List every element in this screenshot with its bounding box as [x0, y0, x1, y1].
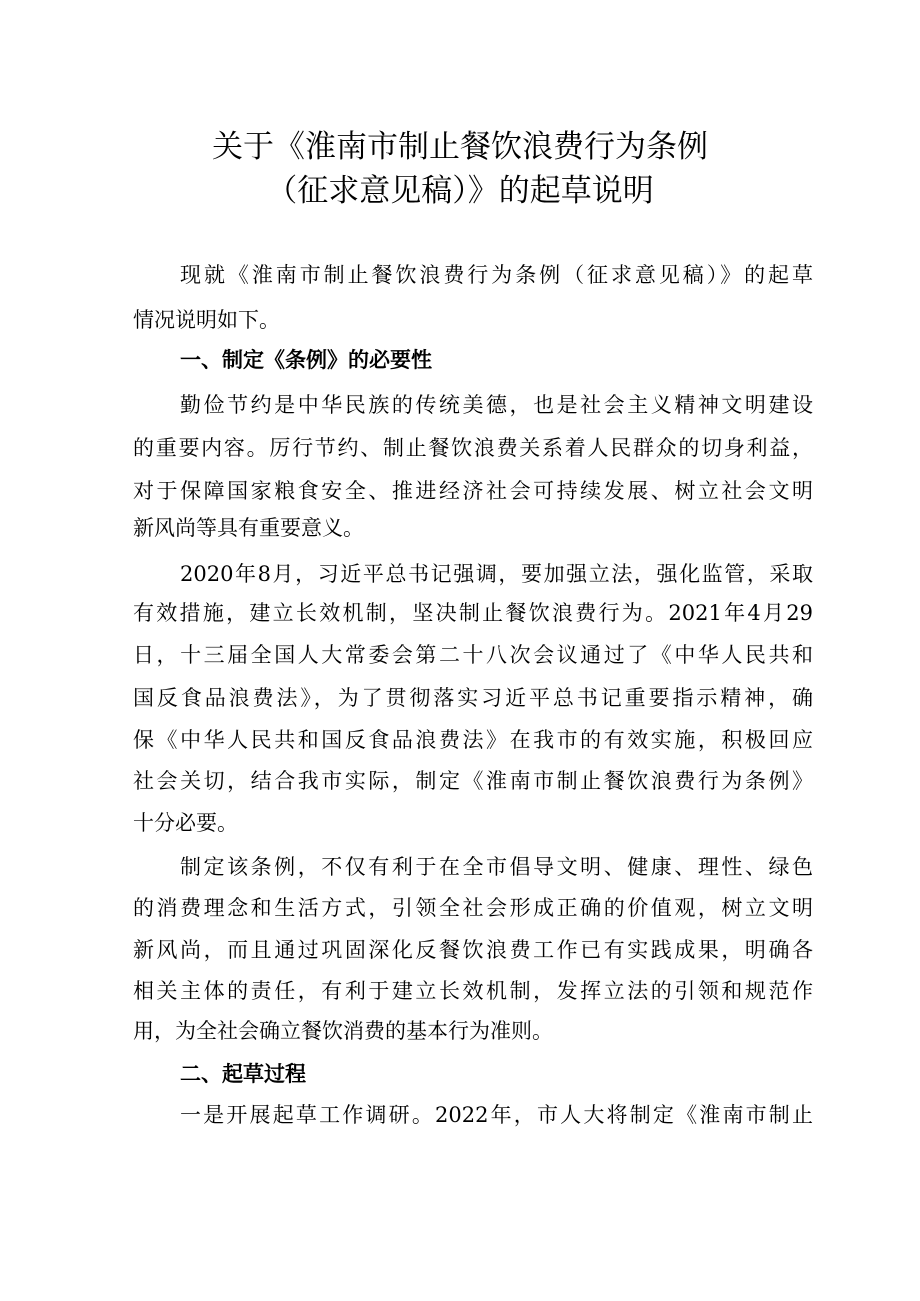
paragraph-line: 社会关切，结合我市实际，制定《淮南市制止餐饮浪费行为条例》 [133, 769, 813, 793]
paragraph-line: 一是开展起草工作调研。2022年，市人大将制定《淮南市制止 [180, 1103, 813, 1127]
document-title-line-1: 关于《淮南市制止餐饮浪费行为条例 [212, 129, 708, 165]
paragraph-line: 十分必要。 [133, 811, 238, 835]
paragraph-line: 新风尚等具有重要意义。 [133, 516, 364, 540]
paragraph-line: 的重要内容。厉行节约、制止餐饮浪费关系着人民群众的切身利益， [133, 436, 813, 460]
paragraph-line: 对于保障国家粮食安全、推进经济社会可持续发展、树立社会文明 [133, 479, 813, 503]
paragraph-line: 用，为全社会确立餐饮消费的基本行为准则。 [133, 1019, 553, 1043]
paragraph-line: 国反食品浪费法》，为了贯彻落实习近平总书记重要指示精神，确 [133, 686, 813, 710]
paragraph-line: 新风尚，而且通过巩固深化反餐饮浪费工作已有实践成果，明确各 [133, 938, 813, 962]
paragraph-line: 日，十三届全国人大常委会第二十八次会议通过了《中华人民共和 [133, 643, 813, 667]
section-heading-necessity: 一、制定《条例》的必要性 [180, 348, 432, 372]
paragraph-line: 的消费理念和生活方式，引领全社会形成正确的价值观，树立文明 [133, 896, 813, 920]
intro-line: 情况说明如下。 [133, 308, 280, 332]
paragraph-line: 保《中华人民共和国反食品浪费法》在我市的有效实施，积极回应 [133, 728, 813, 752]
paragraph-line: 有效措施，建立长效机制，坚决制止餐饮浪费行为。2021年4月29 [133, 601, 813, 625]
paragraph-line: 勤俭节约是中华民族的传统美德，也是社会主义精神文明建设 [180, 393, 813, 417]
section-heading-drafting-process: 二、起草过程 [180, 1062, 306, 1086]
paragraph-line: 相关主体的责任，有利于建立长效机制，发挥立法的引领和规范作 [133, 979, 813, 1003]
paragraph-line: 2020年8月，习近平总书记强调，要加强立法，强化监管，采取 [180, 562, 813, 586]
paragraph-line: 制定该条例，不仅有利于在全市倡导文明、健康、理性、绿色 [180, 855, 813, 879]
document-title-line-2: （征求意见稿）》的起草说明 [266, 173, 654, 209]
intro-line: 现就《淮南市制止餐饮浪费行为条例（征求意见稿）》的起草 [180, 263, 813, 287]
